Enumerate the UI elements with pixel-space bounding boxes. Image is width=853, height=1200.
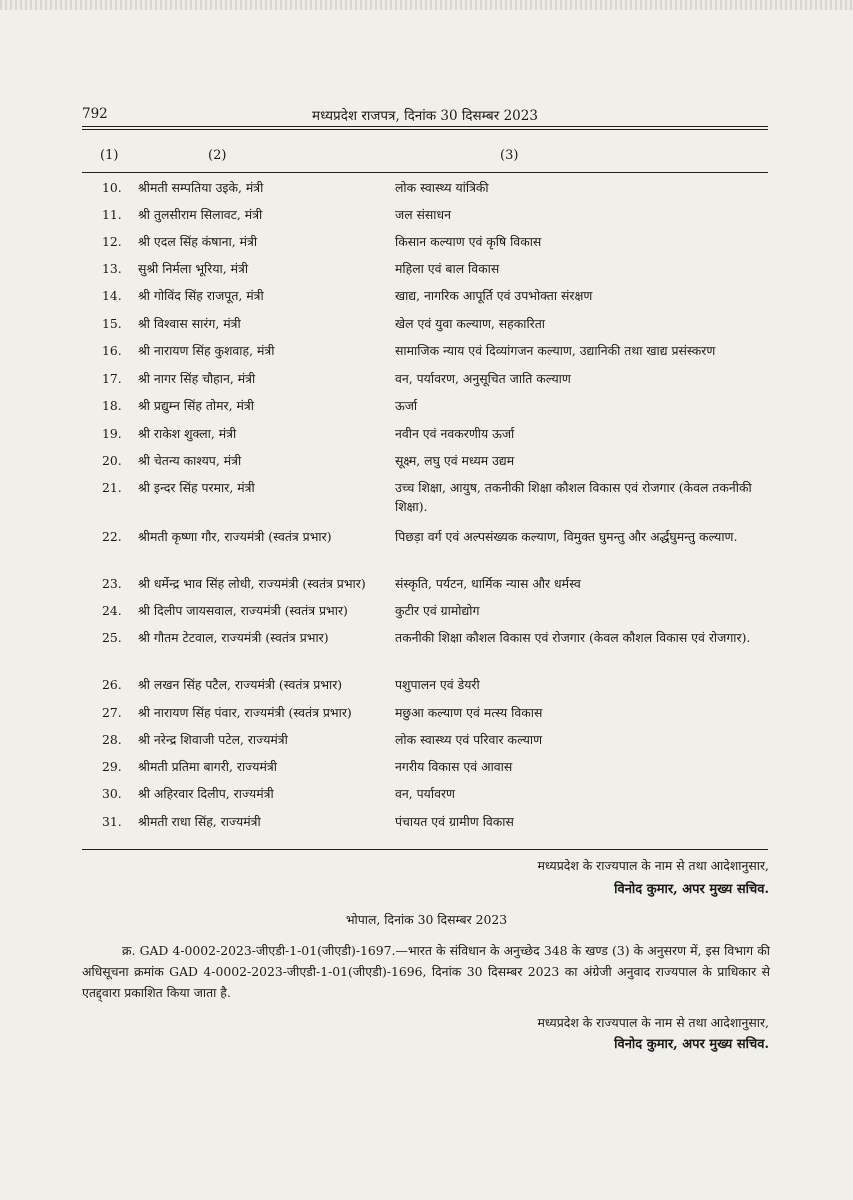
row-number: 15. [102, 316, 122, 331]
portfolio: मछुआ कल्याण एवं मत्स्य विकास [395, 705, 543, 720]
minister-name: श्री प्रद्युम्न सिंह तोमर, मंत्री [138, 398, 254, 413]
table-row [82, 574, 768, 593]
minister-name: श्री लखन सिंह पटैल, राज्यमंत्री (स्वतंत्र प्रभार) [138, 677, 343, 692]
table-row [82, 730, 768, 749]
page-header [82, 104, 768, 126]
row-number: 16. [102, 343, 122, 358]
minister-name: सुश्री निर्मला भूरिया, मंत्री [138, 261, 249, 276]
table-row [82, 396, 768, 415]
table-row [82, 369, 768, 388]
row-number: 17. [102, 371, 122, 386]
minister-name: श्री तुलसीराम सिलावट, मंत्री [138, 207, 263, 222]
minister-name: श्री धर्मेन्द्र भाव सिंह लोधी, राज्यमंत्री (स्वतंत्र प्रभार) [138, 576, 366, 591]
header-rule-top [82, 126, 768, 127]
signature-authority-line: मध्यप्रदेश के राज्यपाल के नाम से तथा आदेशानुसार, [537, 858, 769, 873]
table-row [82, 424, 768, 443]
table-row [82, 341, 768, 360]
signature-authority-line-2: मध्यप्रदेश के राज्यपाल के नाम से तथा आदेशानुसार, [537, 1015, 769, 1030]
row-number: 10. [102, 180, 122, 195]
table-row [82, 259, 768, 278]
portfolio: पशुपालन एवं डेयरी [395, 677, 480, 692]
row-number: 12. [102, 234, 122, 249]
minister-name: श्री गौतम टेटवाल, राज्यमंत्री (स्वतंत्र प्रभार) [138, 630, 329, 645]
portfolio: पिछड़ा वर्ग एवं अल्पसंख्यक कल्याण, विमुक्त घुमन्तु और अर्द्धघुमन्तु कल्याण. [395, 529, 738, 544]
table-row [82, 451, 768, 470]
minister-name: श्रीमती राधा सिंह, राज्यमंत्री [138, 814, 261, 829]
portfolio: पंचायत एवं ग्रामीण विकास [395, 814, 514, 829]
row-number: 24. [102, 603, 122, 618]
row-number: 26. [102, 677, 122, 692]
header-rule-bottom [82, 129, 768, 130]
row-number: 19. [102, 426, 122, 441]
portfolio: उच्च शिक्षा, आयुष, तकनीकी शिक्षा कौशल विकास एवं रोजगार (केवल तकनीकी शिक्षा). [395, 480, 752, 514]
portfolio: तकनीकी शिक्षा कौशल विकास एवं रोजगार (केवल कौशल विकास एवं रोजगार). [395, 630, 751, 645]
table-row [82, 232, 768, 251]
row-number: 27. [102, 705, 122, 720]
portfolio: वन, पर्यावरण, अनुसूचित जाति कल्याण [395, 371, 571, 386]
table-row [82, 178, 768, 197]
portfolio: ऊर्जा [395, 398, 418, 413]
minister-name: श्रीमती प्रतिमा बागरी, राज्यमंत्री [138, 759, 277, 774]
table-row [82, 675, 768, 694]
page-number: 792 [82, 106, 108, 122]
table-row [82, 478, 768, 516]
row-number: 20. [102, 453, 122, 468]
portfolio: जल संसाधन [395, 207, 451, 222]
table-row [82, 527, 768, 565]
portfolio: किसान कल्याण एवं कृषि विकास [395, 234, 542, 249]
table-bottom-rule [82, 849, 768, 850]
signature-name-line-2: विनोद कुमार, अपर मुख्य सचिव. [614, 1037, 769, 1052]
table-row [82, 601, 768, 620]
table-row [82, 628, 768, 666]
table-row [82, 812, 768, 831]
scan-edge [0, 0, 853, 10]
row-number: 23. [102, 576, 122, 591]
table-row [82, 314, 768, 333]
portfolio: वन, पर्यावरण [395, 786, 455, 801]
portfolio: संस्कृति, पर्यटन, धार्मिक न्यास और धर्मस्व [395, 576, 581, 591]
row-number: 31. [102, 814, 122, 829]
minister-name: श्री चेतन्य काश्यप, मंत्री [138, 453, 242, 468]
minister-name: श्री नारायण सिंह पंवार, राज्यमंत्री (स्वतंत्र प्रभार) [138, 705, 352, 720]
notification-paragraph: क्र. GAD 4-0002-2023-जीएडी-1-01(जीएडी)-1697.—भारत के संविधान के अनुच्छेद 348 के खण्ड (3) के अनुसरण में, इस विभाग की अधिसूचना क्रमांक GAD 4-0002-2023-जीएडी-1-01(जीएडी)-1696, दिनांक 30 दिसम्बर 2023 का अंग्रेजी अनुवाद राज्यपाल के प्राधिकार से एतद्द्वारा प्रकाशित किया जाता है. [82, 943, 770, 1000]
minister-name: श्री राकेश शुक्ला, मंत्री [138, 426, 237, 441]
portfolio: सूक्ष्म, लघु एवं मध्यम उद्यम [395, 453, 515, 468]
portfolio: सामाजिक न्याय एवं दिव्यांगजन कल्याण, उद्यानिकी तथा खाद्य प्रसंस्करण [395, 343, 716, 358]
table-row [82, 784, 768, 803]
minister-name: श्रीमती कृष्णा गौर, राज्यमंत्री (स्वतंत्र प्रभार) [138, 529, 332, 544]
portfolio: नगरीय विकास एवं आवास [395, 759, 513, 774]
row-number: 11. [102, 207, 122, 222]
table-row [82, 757, 768, 776]
row-number: 13. [102, 261, 122, 276]
table-row [82, 703, 768, 722]
portfolio: कुटीर एवं ग्रामोद्योग [395, 603, 480, 618]
dateline: भोपाल, दिनांक 30 दिसम्बर 2023 [345, 912, 508, 927]
portfolio: लोक स्वास्थ्य यांत्रिकी [395, 180, 489, 195]
minister-name: श्री विश्वास सारंग, मंत्री [138, 316, 241, 331]
portfolio: महिला एवं बाल विकास [395, 261, 500, 276]
table-row [82, 286, 768, 305]
column-header-rule [82, 172, 768, 173]
minister-name: श्री एदल सिंह कंषाना, मंत्री [138, 234, 258, 249]
row-number: 14. [102, 288, 122, 303]
column-header-3: (3) [500, 148, 519, 163]
minister-name: श्री गोविंद सिंह राजपूत, मंत्री [138, 288, 264, 303]
row-number: 30. [102, 786, 122, 801]
portfolio: खेल एवं युवा कल्याण, सहकारिता [395, 316, 546, 331]
row-number: 18. [102, 398, 122, 413]
minister-name: श्रीमती सम्पतिया उइके, मंत्री [138, 180, 264, 195]
column-header-1: (1) [100, 148, 119, 163]
minister-name: श्री दिलीप जायसवाल, राज्यमंत्री (स्वतंत्र प्रभार) [138, 603, 348, 618]
column-header-2: (2) [208, 148, 227, 163]
minister-name: श्री इन्दर सिंह परमार, मंत्री [138, 480, 255, 495]
row-number: 22. [102, 529, 122, 544]
portfolio: नवीन एवं नवकरणीय ऊर्जा [395, 426, 515, 441]
row-number: 28. [102, 732, 122, 747]
minister-name: श्री नागर सिंह चौहान, मंत्री [138, 371, 256, 386]
row-number: 21. [102, 480, 122, 495]
portfolio: खाद्य, नागरिक आपूर्ति एवं उपभोक्ता संरक्षण [395, 288, 593, 303]
minister-name: श्री नारायण सिंह कुशवाह, मंत्री [138, 343, 275, 358]
row-number: 29. [102, 759, 122, 774]
table-row [82, 205, 768, 224]
portfolio: लोक स्वास्थ्य एवं परिवार कल्याण [395, 732, 543, 747]
row-number: 25. [102, 630, 122, 645]
gazette-title: मध्यप्रदेश राजपत्र, दिनांक 30 दिसम्बर 2023 [312, 108, 538, 124]
minister-name: श्री नरेन्द्र शिवाजी पटेल, राज्यमंत्री [138, 732, 288, 747]
signature-name-line: विनोद कुमार, अपर मुख्य सचिव. [614, 882, 769, 897]
minister-name: श्री अहिरवार दिलीप, राज्यमंत्री [138, 786, 274, 801]
